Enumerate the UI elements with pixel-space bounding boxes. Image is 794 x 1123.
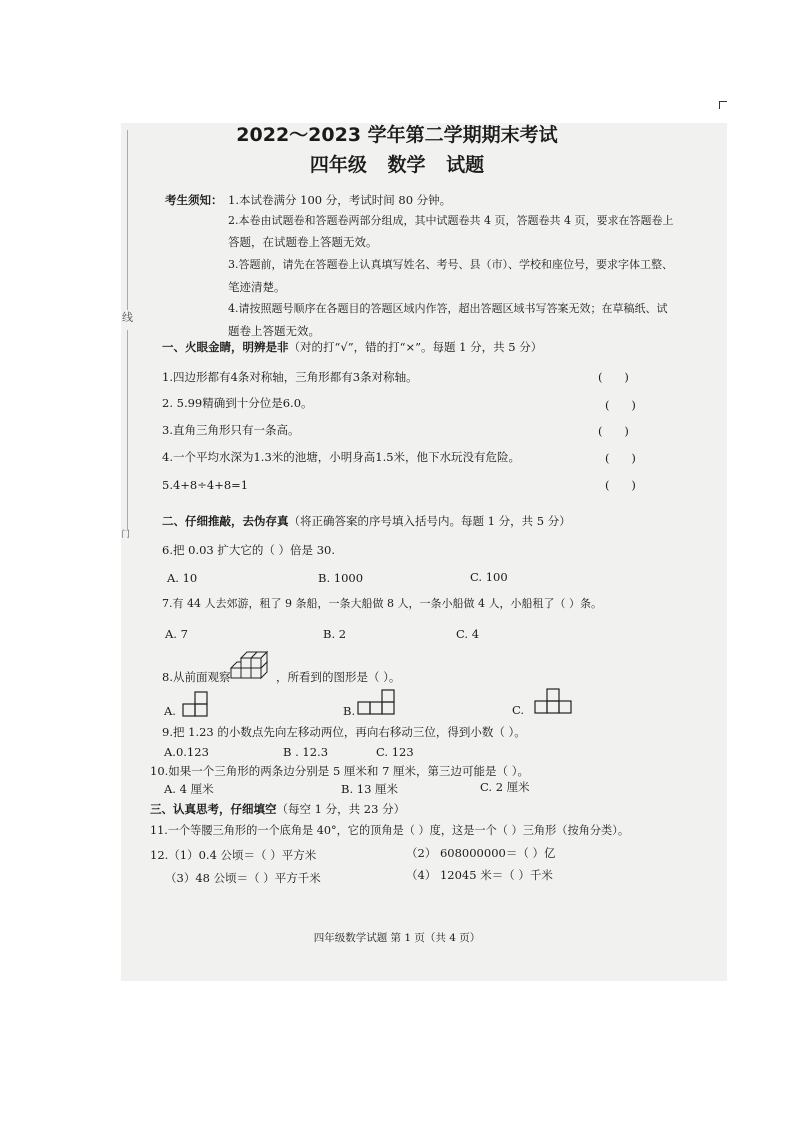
option-c: C. 4 — [456, 627, 480, 641]
exam-title: 2022～2023 学年第二学期期末考试 — [236, 124, 558, 146]
question-9: 9.把 1.23 的小数点先向左移动两位，再向右移动三位，得到小数（ ）。 — [162, 725, 526, 739]
section-title: 二、仔细推敲，去伪存真 — [162, 514, 289, 528]
question-1: 1.四边形都有4条对称轴，三角形都有3条对称轴。 — [162, 370, 418, 384]
section-heading — [162, 514, 571, 528]
cube-stack-figure — [229, 646, 273, 680]
page-footer: 四年级数学试题 第 1 页（共 4 页） — [313, 932, 481, 944]
question-4: 4.一个平均水深为1.3米的池塘，小明身高1.5米，他下水玩没有危险。 — [162, 450, 521, 464]
corner-mark — [719, 101, 727, 109]
notice-line: 1.本试卷满分 100 分，考试时间 80 分钟。 — [228, 193, 452, 207]
answer-paren: ( ) — [598, 424, 629, 438]
question-7: 7.有 44 人去郊游，租了 9 条船，一条大船做 8 人，一条小船做 4 人，小船租了（ ）条。 — [162, 597, 602, 610]
exam-subtitle: 四年级 数学 试题 — [309, 154, 485, 176]
option-b: B . 12.3 — [283, 745, 329, 759]
section-note: （将正确答案的序号填入括号内。每题 1 分，共 5 分） — [288, 514, 571, 528]
margin-char-xian: 线 — [122, 311, 133, 324]
question-12-4: （4） 12045 米＝（ ）千米 — [406, 868, 553, 882]
option-c: C. 100 — [470, 570, 508, 584]
question-12-1: 12.（1）0.4 公顷＝（ ）平方米 — [150, 848, 317, 862]
option-a: A. 7 — [165, 627, 188, 641]
question-12-2: （2） 608000000＝（ ）亿 — [406, 846, 556, 860]
option-c: C. 2 厘米 — [480, 780, 530, 794]
option-a: A.0.123 — [164, 745, 209, 759]
question-11: 11.一个等腰三角形的一个底角是 40°，它的顶角是（ ）度，这是一个（ ）三角形（按角分类）。 — [150, 824, 630, 837]
question-10: 10.如果一个三角形的两条边分别是 5 厘米和 7 厘米，第三边可能是（ ）。 — [150, 764, 529, 778]
section-title: 三、认真思考，仔细填空 — [150, 802, 277, 816]
question-6: 6.把 0.03 扩大它的（ ）倍是 30. — [162, 543, 335, 557]
question-8-suffix: ，所看到的图形是（ ）。 — [276, 670, 401, 684]
option-b: B. 2 — [323, 627, 347, 641]
section-note: （对的打“√”，错的打“×”。每题 1 分，共 5 分） — [288, 340, 543, 354]
section-heading — [162, 340, 542, 354]
option-c-figure — [533, 686, 577, 716]
margin-char-men: 门 — [121, 530, 131, 540]
option-c: C. 123 — [376, 745, 414, 759]
binding-line — [127, 330, 128, 530]
notice-line: 4.请按照题号顺序在各题目的答题区域内作答，超出答题区域书写答案无效；在草稿纸、试 — [228, 302, 668, 315]
option-b: B. — [343, 704, 356, 718]
question-12-3: （3）48 公顷＝（ ）平方千米 — [165, 871, 321, 885]
option-a: A. 4 厘米 — [164, 782, 214, 796]
question-3: 3.直角三角形只有一条高。 — [162, 423, 300, 437]
notice-line: 笔迹清楚。 — [228, 280, 286, 294]
question-5: 5.4+8÷4+8=1 — [162, 478, 249, 492]
section-title: 一、火眼金睛，明辨是非 — [162, 340, 289, 354]
question-2: 2. 5.99精确到十分位是6.0。 — [162, 396, 313, 410]
notice-line: 2.本卷由试题卷和答题卷两部分组成，其中试题卷共 4 页，答题卷共 4 页，要求在答题卷上 — [228, 214, 674, 227]
section-heading — [150, 802, 405, 816]
option-b: B. 13 厘米 — [341, 782, 399, 796]
option-c: C. — [512, 703, 525, 717]
option-a: A. — [164, 704, 176, 718]
answer-paren: ( ) — [598, 370, 629, 384]
answer-paren: ( ) — [605, 398, 636, 412]
notice-label: 考生须知： — [165, 193, 223, 207]
section-note: （每空 1 分，共 23 分） — [276, 802, 406, 816]
notice-line: 3.答题前，请先在答题卷上认真填写姓名、考号、县（市）、学校和座位号，要求字体工整、 — [228, 258, 673, 271]
notice-line: 答题，在试题卷上答题无效。 — [228, 235, 378, 249]
answer-paren: ( ) — [605, 451, 636, 465]
option-a: A. 10 — [167, 571, 198, 585]
option-a-figure — [181, 690, 211, 718]
question-8-prefix: 8.从前面观察 — [162, 670, 231, 684]
notice-line: 题卷上答题无效。 — [228, 324, 320, 338]
option-b-figure — [356, 687, 406, 717]
answer-paren: ( ) — [605, 478, 636, 492]
option-b: B. 1000 — [318, 571, 364, 585]
